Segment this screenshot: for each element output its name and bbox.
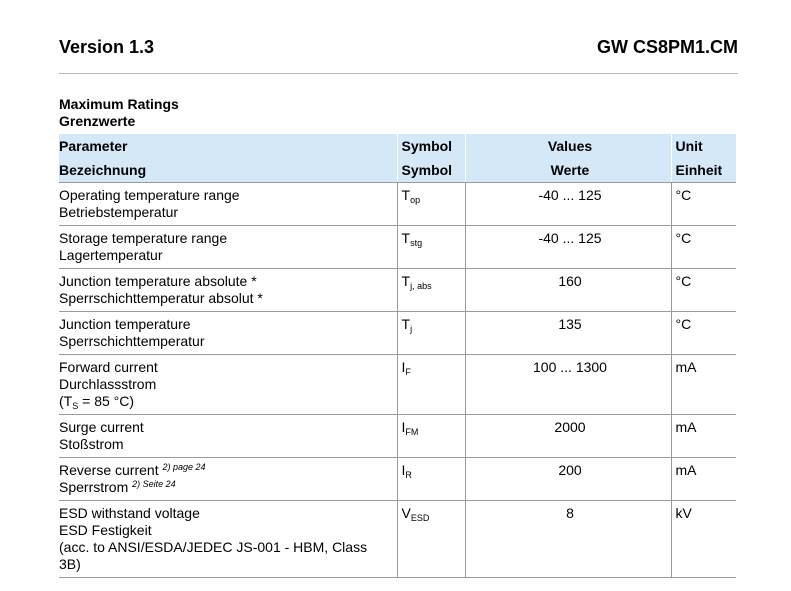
- unit-cell: mA: [671, 355, 736, 415]
- symbol-cell: [397, 183, 465, 226]
- document-id: GW CS8PM1.CM: [596, 37, 738, 57]
- header-einheit: Einheit: [671, 158, 736, 183]
- symbol-sub: F: [405, 367, 411, 377]
- symbol-sub: FM: [405, 427, 419, 437]
- param-de: Durchlassstrom: [59, 376, 157, 392]
- table-row: [59, 501, 736, 578]
- value-cell: 200: [465, 458, 671, 501]
- table-row: [59, 226, 736, 269]
- header-werte: Werte: [465, 158, 671, 183]
- symbol-main: V: [401, 505, 411, 521]
- symbol-cell: [397, 312, 465, 355]
- table-row: [59, 458, 736, 501]
- maximum-ratings-table: [59, 134, 736, 578]
- symbol-sub: op: [410, 195, 421, 205]
- footnote-ref-de: 2) Seite 24: [132, 479, 176, 489]
- param-en: Operating temperature range: [59, 187, 240, 203]
- symbol-main: T: [401, 316, 411, 332]
- table-row: [59, 183, 736, 226]
- param-cell: [59, 355, 397, 415]
- table-header-row-de: [59, 158, 736, 183]
- value-cell: 135: [465, 312, 671, 355]
- param-condition: [59, 393, 397, 410]
- param-de: Betriebstemperatur: [59, 204, 179, 220]
- header-values: Values: [465, 134, 671, 158]
- unit-cell: °C: [671, 269, 736, 312]
- value-cell: 100 ... 1300: [465, 355, 671, 415]
- section-title-de: Grenzwerte: [59, 113, 136, 129]
- param-cell: [59, 226, 397, 269]
- param-de: Stoßstrom: [59, 436, 124, 452]
- param-en: Junction temperature: [59, 316, 191, 332]
- symbol-sub: R: [405, 470, 412, 480]
- unit-cell: °C: [671, 226, 736, 269]
- section-title-en: Maximum Ratings: [59, 96, 179, 112]
- header-bezeichnung: Bezeichnung: [59, 158, 397, 183]
- param-en: Junction temperature absolute *: [59, 273, 257, 289]
- symbol-sub: j: [410, 324, 413, 334]
- param-cell: [59, 312, 397, 355]
- unit-cell: kV: [671, 501, 736, 578]
- section-title: [59, 96, 179, 130]
- symbol-sub: stg: [410, 238, 423, 248]
- unit-cell: °C: [671, 183, 736, 226]
- symbol-cell: [397, 226, 465, 269]
- param-de: Sperrschichttemperatur: [59, 333, 205, 349]
- value-cell: 2000: [465, 415, 671, 458]
- symbol-main: I: [401, 462, 406, 478]
- header-unit: Unit: [671, 134, 736, 158]
- param-en: Reverse current: [59, 462, 159, 478]
- symbol-main: T: [401, 230, 411, 246]
- value-cell: -40 ... 125: [465, 226, 671, 269]
- symbol-cell: [397, 501, 465, 578]
- symbol-cell: [397, 415, 465, 458]
- symbol-main: T: [401, 273, 411, 289]
- param-en: ESD withstand voltage: [59, 505, 200, 521]
- param-en: Forward current: [59, 359, 158, 375]
- symbol-main: T: [401, 187, 411, 203]
- value-cell: 8: [465, 501, 671, 578]
- condition-main: (T: [59, 393, 73, 409]
- unit-cell: °C: [671, 312, 736, 355]
- condition-rest: = 85 °C): [78, 393, 135, 409]
- param-cell: [59, 269, 397, 312]
- header-symbol-de: Symbol: [397, 158, 465, 183]
- unit-cell: mA: [671, 415, 736, 458]
- table-row: [59, 312, 736, 355]
- param-de: ESD Festigkeit: [59, 522, 152, 538]
- param-en: Surge current: [59, 419, 144, 435]
- table-row: [59, 415, 736, 458]
- param-note-line2: 3B): [59, 556, 81, 572]
- footnote-ref-en: 2) page 24: [162, 462, 206, 472]
- param-de: Sperrschichttemperatur absolut *: [59, 290, 263, 306]
- table-row: [59, 355, 736, 415]
- param-cell: [59, 501, 397, 578]
- symbol-cell: [397, 355, 465, 415]
- symbol-main: I: [401, 419, 406, 435]
- param-en: Storage temperature range: [59, 230, 228, 246]
- header-parameter: Parameter: [59, 134, 397, 158]
- value-cell: 160: [465, 269, 671, 312]
- param-de: Lagertemperatur: [59, 247, 163, 263]
- param-en-line: [59, 462, 397, 479]
- symbol-cell: [397, 269, 465, 312]
- condition-sub: S: [72, 401, 79, 411]
- document-version: Version 1.3: [59, 37, 155, 57]
- param-cell: [59, 415, 397, 458]
- value-cell: -40 ... 125: [465, 183, 671, 226]
- table-row: [59, 269, 736, 312]
- param-cell: [59, 183, 397, 226]
- param-de-line: [59, 479, 397, 496]
- table-header-row-en: [59, 134, 736, 158]
- symbol-sub: j, abs: [410, 281, 432, 291]
- header-symbol: Symbol: [397, 134, 465, 158]
- symbol-main: I: [401, 359, 406, 375]
- unit-cell: mA: [671, 458, 736, 501]
- symbol-cell: [397, 458, 465, 501]
- symbol-sub: ESD: [410, 513, 430, 523]
- param-de: Sperrstrom: [59, 479, 129, 495]
- param-cell: [59, 458, 397, 501]
- page-header: [59, 37, 738, 74]
- param-note-line1: (acc. to ANSI/ESDA/JEDEC JS-001 - HBM, Class: [59, 539, 368, 555]
